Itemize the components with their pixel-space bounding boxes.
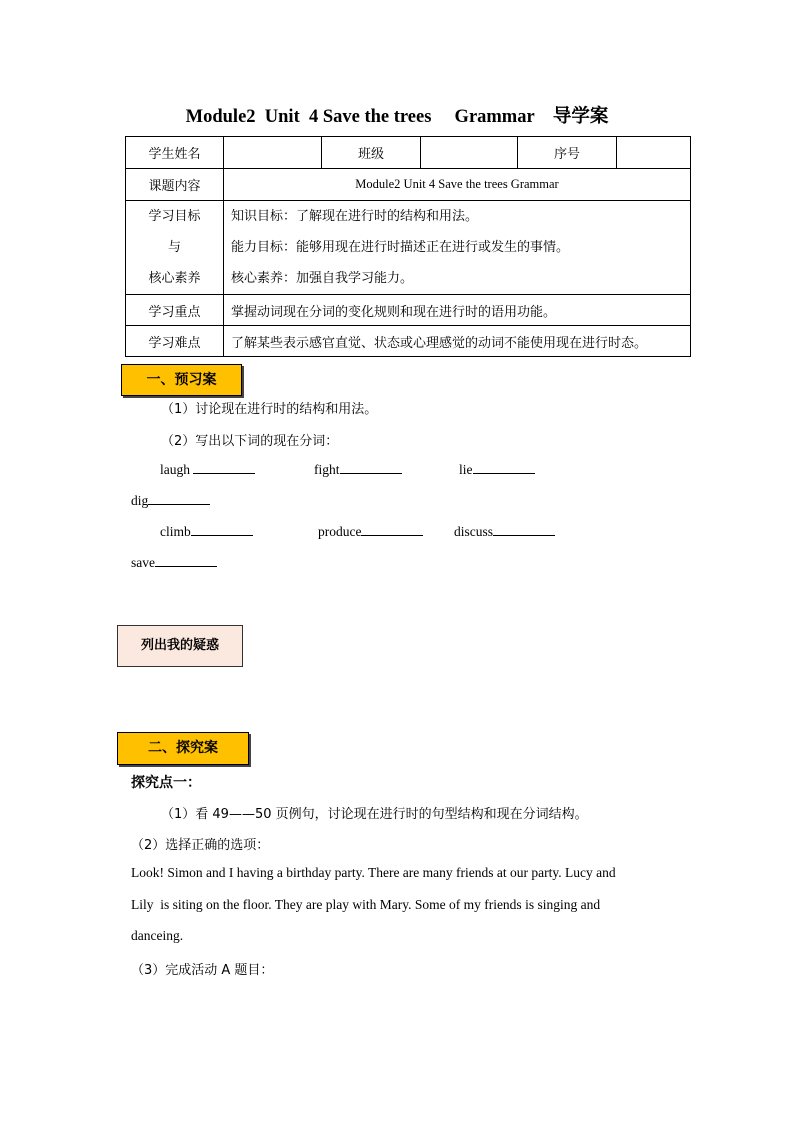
- student-name-field[interactable]: [224, 137, 322, 169]
- word-item: [160, 523, 253, 540]
- explore-item-1: （1）看 49——50 页例句，讨论现在进行时的句型结构和现在分词结构。: [161, 807, 588, 822]
- passage-line: danceing.: [131, 928, 184, 943]
- number-label: 序号: [518, 137, 617, 169]
- goal-knowledge: 知识目标：了解现在进行时的结构和用法。: [231, 209, 479, 224]
- word-item: [454, 523, 555, 540]
- goal-core: 核心素养：加强自我学习能力。: [231, 271, 414, 286]
- answer-blank[interactable]: [155, 554, 217, 567]
- answer-blank[interactable]: [340, 461, 402, 474]
- word-label: produce: [318, 524, 362, 539]
- table-row: [126, 326, 691, 357]
- answer-blank[interactable]: [148, 492, 210, 505]
- word-label: lie: [459, 462, 473, 477]
- class-label: 班级: [322, 137, 421, 169]
- word-item: [318, 523, 423, 540]
- word-item: [459, 461, 535, 478]
- preview-item-1: （1）讨论现在进行时的结构和用法。: [161, 402, 378, 417]
- goals-label: [126, 201, 224, 295]
- answer-blank[interactable]: [191, 523, 253, 536]
- doubts-box: 列出我的疑惑: [117, 625, 243, 667]
- number-field[interactable]: [617, 137, 691, 169]
- answer-blank[interactable]: [493, 523, 555, 536]
- table-row: [126, 137, 691, 169]
- word-item: [131, 492, 210, 509]
- goal-ability: 能力目标：能够用现在进行时描述正在进行或发生的事情。: [231, 240, 570, 255]
- preview-heading: 一、预习案: [121, 364, 242, 396]
- topic-label: 课题内容: [126, 169, 224, 201]
- answer-blank[interactable]: [361, 523, 423, 536]
- preview-item-2: （2）写出以下词的现在分词：: [161, 434, 339, 449]
- goals-label-line: 核心素养: [148, 271, 201, 286]
- table-row: [126, 295, 691, 326]
- word-label: fight: [314, 462, 340, 477]
- explore-item-2: （2）选择正确的选项：: [131, 838, 270, 853]
- word-label: laugh: [160, 462, 190, 477]
- difficult-point-value: 了解某些表示感官直觉、状态或心理感觉的动词不能使用现在进行时态。: [224, 326, 691, 357]
- table-row: [126, 201, 691, 295]
- word-item: [131, 554, 217, 571]
- goals-label-line: 学习目标: [148, 209, 201, 224]
- word-label: climb: [160, 524, 191, 539]
- word-item: [314, 461, 402, 478]
- key-point-label: 学习重点: [126, 295, 224, 326]
- word-label: discuss: [454, 524, 494, 539]
- class-field[interactable]: [421, 137, 518, 169]
- explore-heading: 二、探究案: [117, 732, 249, 765]
- passage-line: Lily is siting on the floor. They are play with Mary. Some of my friends is singing and: [131, 897, 601, 912]
- key-point-value: 掌握动词现在分词的变化规则和现在进行时的语用功能。: [224, 295, 691, 326]
- passage-line: Look! Simon and I having a birthday party. There are many friends at our party. Lucy and: [131, 865, 616, 880]
- goals-value: [224, 201, 691, 295]
- word-label: save: [131, 555, 155, 570]
- answer-blank[interactable]: [193, 461, 255, 474]
- table-row: [126, 169, 691, 201]
- word-item: [160, 461, 255, 478]
- goals-label-line: 与: [167, 240, 181, 255]
- topic-value: Module2 Unit 4 Save the trees Grammar: [224, 169, 691, 201]
- page-title: Module2 Unit 4 Save the trees Grammar 导学案: [185, 107, 609, 127]
- difficult-point-label: 学习难点: [126, 326, 224, 357]
- explore-item-3: （3）完成活动 A 题目：: [131, 963, 274, 978]
- explore-point-1: 探究点一：: [131, 775, 201, 791]
- info-table: [125, 136, 691, 357]
- student-name-label: 学生姓名: [126, 137, 224, 169]
- word-label: dig: [131, 493, 149, 508]
- answer-blank[interactable]: [473, 461, 535, 474]
